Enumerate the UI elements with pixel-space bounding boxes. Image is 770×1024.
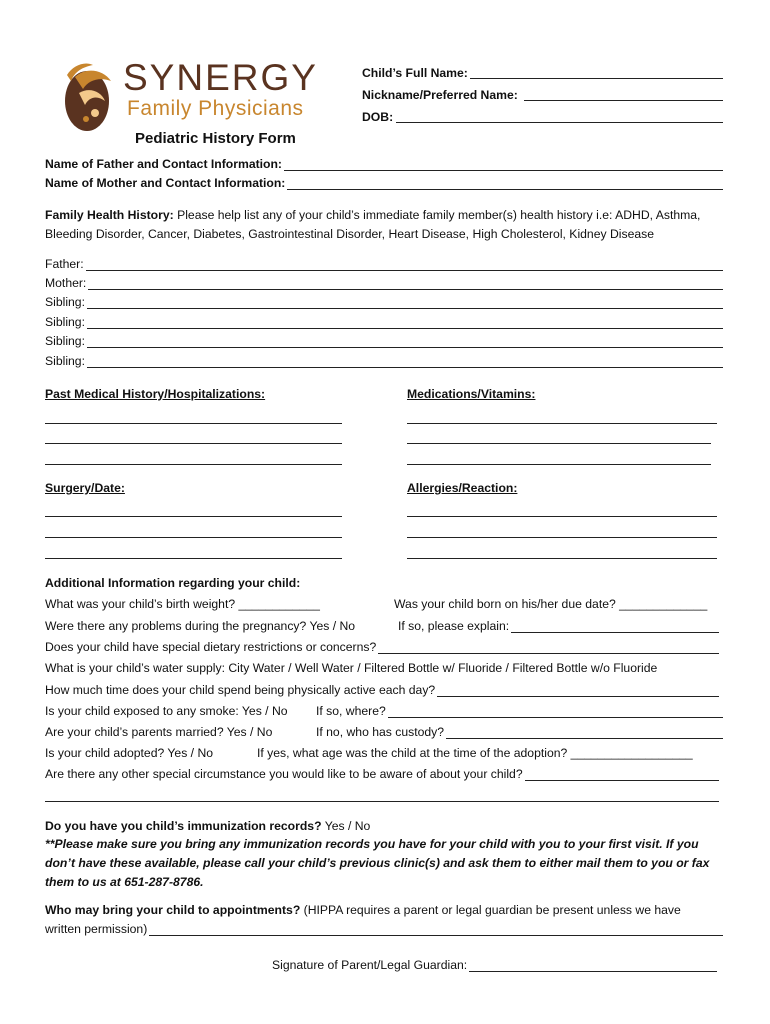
form-title: Pediatric History Form bbox=[135, 130, 296, 147]
past-medical-line[interactable] bbox=[45, 423, 342, 424]
family-row-sibling bbox=[45, 334, 723, 348]
appointments-permission-field[interactable] bbox=[149, 924, 723, 936]
smoke-where-label: If so, where? bbox=[316, 704, 386, 718]
pregnancy-explain-label: If so, please explain: bbox=[398, 619, 510, 633]
water-supply-question[interactable]: What is your child’s water supply: City Water / Well Water / Filtered Bottle w/ Fluoride / Filtered Bottle w/o Fluoride bbox=[45, 661, 658, 675]
surgery-line[interactable] bbox=[45, 516, 342, 517]
smoke-where-field[interactable] bbox=[388, 706, 723, 718]
family-row-label: Mother: bbox=[45, 276, 87, 290]
appointments-detail: (HIPPA requires a parent or legal guardian be present unless we have bbox=[303, 903, 681, 917]
family-row-field[interactable] bbox=[87, 356, 723, 368]
immunization-note-line3: them to us at 651-287-8786. bbox=[45, 875, 204, 889]
surgery-line[interactable] bbox=[45, 537, 342, 538]
family-row-field[interactable] bbox=[87, 317, 723, 329]
medications-line[interactable] bbox=[407, 464, 711, 465]
past-medical-line[interactable] bbox=[45, 464, 342, 465]
family-row-field[interactable] bbox=[87, 336, 723, 348]
family-row-field[interactable] bbox=[86, 259, 723, 271]
smoke-question[interactable]: Is your child exposed to any smoke: Yes / No bbox=[45, 704, 288, 718]
pregnancy-explain-field[interactable] bbox=[511, 621, 719, 633]
circumstance-question: Are there any other special circumstance you would like to be aware of about your child? bbox=[45, 767, 523, 781]
immunization-question: Do you have you child’s immunization records? bbox=[45, 819, 322, 833]
family-row-sibling bbox=[45, 295, 723, 309]
family-row-label: Sibling: bbox=[45, 315, 85, 329]
immunization-question-row bbox=[45, 819, 370, 833]
medications-line[interactable] bbox=[407, 423, 717, 424]
nickname-label: Nickname/Preferred Name: bbox=[362, 88, 518, 102]
father-contact-row bbox=[45, 157, 723, 171]
father-contact-field[interactable] bbox=[284, 159, 723, 171]
active-row bbox=[45, 683, 719, 697]
synergy-logo-mark-icon bbox=[55, 55, 120, 135]
appointments-question-row bbox=[45, 903, 681, 917]
birth-weight-question[interactable]: What was your child’s birth weight? ____________ bbox=[45, 597, 320, 611]
circumstance-row bbox=[45, 767, 719, 781]
surgery-line[interactable] bbox=[45, 558, 342, 559]
allergies-line[interactable] bbox=[407, 516, 717, 517]
active-field[interactable] bbox=[437, 685, 719, 697]
past-medical-heading: Past Medical History/Hospitalizations: bbox=[45, 387, 266, 401]
custody-label: If no, who has custody? bbox=[316, 725, 445, 739]
additional-info-heading: Additional Information regarding your child: bbox=[45, 576, 301, 590]
immunization-answer[interactable]: Yes / No bbox=[324, 819, 371, 833]
circumstance-extra-line[interactable] bbox=[45, 801, 719, 802]
pregnancy-question[interactable]: Were there any problems during the pregnancy? Yes / No bbox=[45, 619, 356, 633]
custody-row bbox=[316, 725, 723, 739]
family-row-label: Father: bbox=[45, 257, 84, 271]
child-name-field[interactable] bbox=[470, 78, 723, 79]
immunization-note-line1: **Please make sure you bring any immunization records you have for your child with you to your first visit. If you bbox=[45, 837, 699, 851]
appointments-permission-row bbox=[45, 922, 723, 936]
diet-question: Does your child have special dietary restrictions or concerns? bbox=[45, 640, 377, 654]
allergies-heading: Allergies/Reaction: bbox=[407, 481, 518, 495]
medications-heading: Medications/Vitamins: bbox=[407, 387, 536, 401]
adoption-age-question[interactable]: If yes, what age was the child at the time of the adoption? __________________ bbox=[257, 746, 693, 760]
family-history-heading: Family Health History: bbox=[45, 208, 174, 222]
past-medical-line[interactable] bbox=[45, 443, 342, 444]
diet-row bbox=[45, 640, 719, 654]
diet-field[interactable] bbox=[378, 642, 719, 654]
family-row-sibling bbox=[45, 354, 723, 368]
logo-subtitle: Family Physicians bbox=[127, 97, 304, 120]
pregnancy-explain-row bbox=[398, 619, 719, 633]
married-question[interactable]: Are your child’s parents married? Yes / No bbox=[45, 725, 273, 739]
signature-label: Signature of Parent/Legal Guardian: bbox=[272, 958, 468, 972]
family-row-field[interactable] bbox=[88, 278, 723, 290]
family-row-label: Sibling: bbox=[45, 295, 85, 309]
allergies-line[interactable] bbox=[407, 537, 717, 538]
signature-row bbox=[272, 958, 717, 972]
mother-contact-field[interactable] bbox=[287, 178, 723, 190]
family-row-sibling bbox=[45, 315, 723, 329]
custody-field[interactable] bbox=[446, 727, 723, 739]
circumstance-field[interactable] bbox=[525, 769, 719, 781]
child-name-label: Child’s Full Name: bbox=[362, 66, 468, 80]
family-row-label: Sibling: bbox=[45, 334, 85, 348]
family-history-intro bbox=[45, 208, 700, 222]
dob-label: DOB: bbox=[362, 110, 394, 124]
adopted-question[interactable]: Is your child adopted? Yes / No bbox=[45, 746, 214, 760]
family-row-label: Sibling: bbox=[45, 354, 85, 368]
family-row-father bbox=[45, 257, 723, 271]
father-contact-label: Name of Father and Contact Information: bbox=[45, 157, 282, 171]
family-row-field[interactable] bbox=[87, 297, 723, 309]
due-date-question[interactable]: Was your child born on his/her due date? _____________ bbox=[394, 597, 708, 611]
appointments-detail2: written permission) bbox=[45, 922, 148, 936]
dob-field[interactable] bbox=[396, 122, 723, 123]
family-row-mother bbox=[45, 276, 723, 290]
immunization-note-line2: don’t have these available, please call your child’s previous clinic(s) and ask them to either mail them to you or fax bbox=[45, 856, 710, 870]
allergies-line[interactable] bbox=[407, 558, 717, 559]
appointments-question: Who may bring your child to appointments? bbox=[45, 903, 301, 917]
surgery-heading: Surgery/Date: bbox=[45, 481, 125, 495]
mother-contact-row bbox=[45, 176, 723, 190]
smoke-where-row bbox=[316, 704, 723, 718]
mother-contact-label: Name of Mother and Contact Information: bbox=[45, 176, 286, 190]
family-history-intro-line1: Please help list any of your child’s immediate family member(s) health history i.e: ADHD, Asthma, bbox=[177, 208, 701, 222]
signature-field[interactable] bbox=[469, 960, 717, 972]
medications-line[interactable] bbox=[407, 443, 711, 444]
nickname-field[interactable] bbox=[524, 100, 723, 101]
logo-name: SYNERGY bbox=[123, 57, 318, 98]
active-question: How much time does your child spend being physically active each day? bbox=[45, 683, 436, 697]
family-history-intro-line2: Bleeding Disorder, Cancer, Diabetes, Gastrointestinal Disorder, Heart Disease, High Cholesterol, Kidney Disease bbox=[45, 227, 654, 241]
